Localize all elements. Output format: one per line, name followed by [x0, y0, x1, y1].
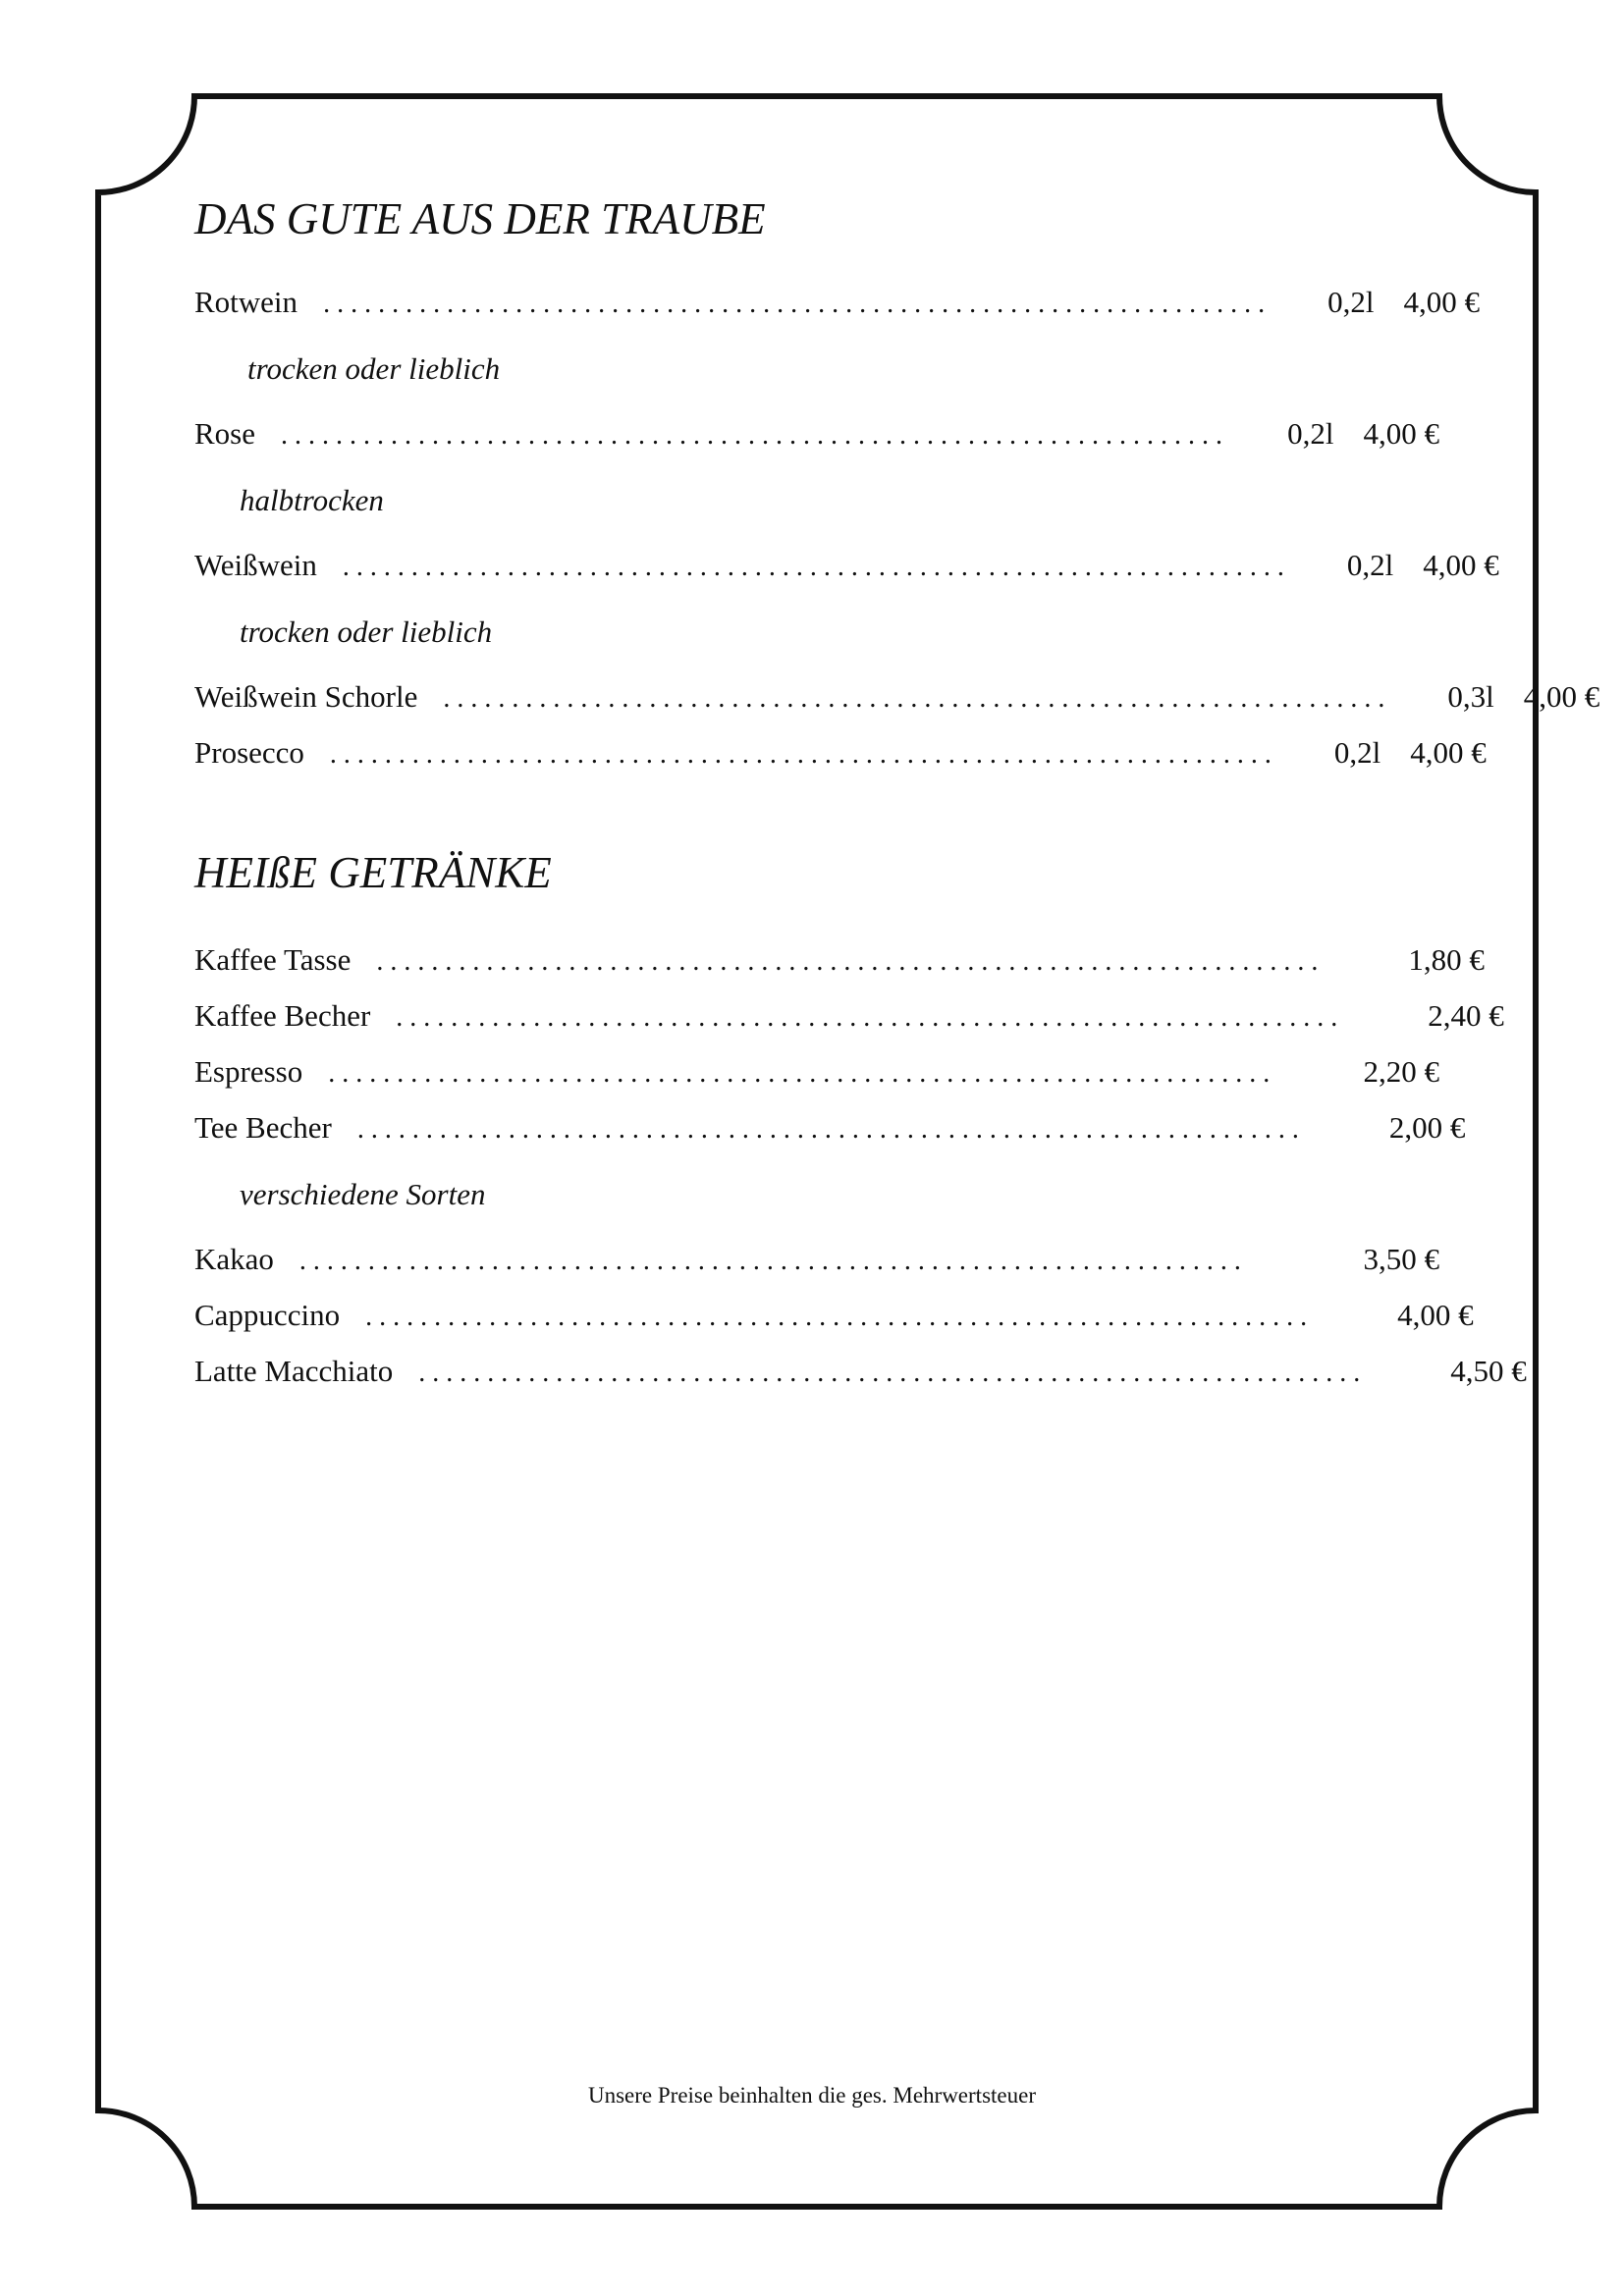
item-volume: 0,2l	[1333, 735, 1381, 770]
item-note: halbtrocken	[240, 483, 384, 517]
dot-leader: . . . . . . . . . . . . . . . . . . . . . . . . . . . . . . . . . . . . . . . . . . . . . . . . . . . . . . . . . . . . . . . . . . . . .	[356, 1114, 1299, 1145]
menu-item-rose	[194, 416, 1439, 472]
item-note: trocken oder lieblich	[247, 351, 501, 386]
item-name: Kakao	[194, 1242, 274, 1276]
dot-leader: . . . . . . . . . . . . . . . . . . . . . . . . . . . . . . . . . . . . . . . . . . . . . . . . . . . . . . . . . . . . . . . . . . . . .	[329, 739, 1272, 770]
item-volume: 0,3l	[1447, 679, 1494, 714]
item-note: verschiedene Sorten	[240, 1177, 486, 1211]
menu-item-kakao	[194, 1242, 1439, 1298]
menu-item-tee-becher	[194, 1110, 1466, 1166]
item-price: 3,50 €	[1363, 1242, 1439, 1276]
dot-leader: . . . . . . . . . . . . . . . . . . . . . . . . . . . . . . . . . . . . . . . . . . . . . . . . . . . . . . . . . . . . . . . . . . . . .	[342, 552, 1284, 582]
item-price: 4,00 €	[1410, 735, 1487, 770]
item-price: 4,00 €	[1523, 679, 1600, 714]
item-name: Latte Macchiato	[194, 1354, 394, 1388]
item-volume: 0,2l	[1346, 548, 1394, 582]
item-name: Rotwein	[194, 285, 298, 319]
item-name: Kaffee Becher	[194, 998, 371, 1033]
menu-item-weisswein	[194, 548, 1499, 604]
dot-leader: . . . . . . . . . . . . . . . . . . . . . . . . . . . . . . . . . . . . . . . . . . . . . . . . . . . . . . . . . . . . . . . . . . . . .	[281, 420, 1222, 451]
dot-leader: . . . . . . . . . . . . . . . . . . . . . . . . . . . . . . . . . . . . . . . . . . . . . . . . . . . . . . . . . . . . . . . . . . . . .	[418, 1358, 1361, 1388]
dot-leader: . . . . . . . . . . . . . . . . . . . . . . . . . . . . . . . . . . . . . . . . . . . . . . . . . . . . . . . . . . . . . . . . . . . . .	[298, 1246, 1241, 1276]
item-name: Rose	[194, 416, 255, 451]
dot-leader: . . . . . . . . . . . . . . . . . . . . . . . . . . . . . . . . . . . . . . . . . . . . . . . . . . . . . . . . . . . . . . . . . . . . .	[396, 1002, 1338, 1033]
menu-item-kaffee-tasse	[194, 942, 1485, 998]
item-name: Weißwein	[194, 548, 317, 582]
item-name: Tee Becher	[194, 1110, 332, 1145]
section-title-wine: DAS GUTE AUS DER TRAUBE	[194, 194, 766, 243]
item-price: 2,00 €	[1388, 1110, 1466, 1145]
menu-item-cappuccino	[194, 1298, 1474, 1354]
menu-item-kaffee-becher	[194, 998, 1504, 1054]
item-price: 2,40 €	[1428, 998, 1504, 1033]
menu-item-weisswein-schorle	[194, 679, 1600, 735]
item-price: 4,00 €	[1363, 416, 1439, 451]
item-price: 2,20 €	[1363, 1054, 1439, 1089]
item-volume: 0,2l	[1327, 285, 1375, 319]
item-price: 4,00 €	[1423, 548, 1499, 582]
item-price: 1,80 €	[1408, 942, 1485, 977]
section-title-hot-drinks: HEIßE GETRÄNKE	[194, 848, 552, 897]
footer-vat-note: Unsere Preise beinhalten die ges. Mehrwertsteuer	[587, 2083, 1036, 2108]
item-note: trocken oder lieblich	[240, 614, 493, 649]
dot-leader: . . . . . . . . . . . . . . . . . . . . . . . . . . . . . . . . . . . . . . . . . . . . . . . . . . . . . . . . . . . . . . . . . . . . .	[376, 946, 1319, 977]
item-price: 4,50 €	[1450, 1354, 1527, 1388]
item-name: Prosecco	[194, 735, 304, 770]
dot-leader: . . . . . . . . . . . . . . . . . . . . . . . . . . . . . . . . . . . . . . . . . . . . . . . . . . . . . . . . . . . . . . . . . . . . .	[365, 1302, 1308, 1332]
item-price: 4,00 €	[1397, 1298, 1474, 1332]
item-name: Kaffee Tasse	[194, 942, 352, 977]
item-name: Cappuccino	[194, 1298, 341, 1332]
item-price: 4,00 €	[1403, 285, 1480, 319]
menu-item-espresso	[194, 1054, 1439, 1110]
menu-content	[194, 192, 1600, 1410]
menu-item-rotwein	[194, 285, 1480, 341]
menu-item-latte-macchiato	[194, 1354, 1527, 1410]
dot-leader: . . . . . . . . . . . . . . . . . . . . . . . . . . . . . . . . . . . . . . . . . . . . . . . . . . . . . . . . . . . . . . . . . . . . .	[323, 289, 1266, 319]
item-name: Weißwein Schorle	[194, 679, 418, 714]
dot-leader: . . . . . . . . . . . . . . . . . . . . . . . . . . . . . . . . . . . . . . . . . . . . . . . . . . . . . . . . . . . . . . . . . . . . .	[443, 683, 1385, 714]
dot-leader: . . . . . . . . . . . . . . . . . . . . . . . . . . . . . . . . . . . . . . . . . . . . . . . . . . . . . . . . . . . . . . . . . . . . .	[328, 1058, 1271, 1089]
item-volume: 0,2l	[1287, 416, 1334, 451]
item-name: Espresso	[194, 1054, 303, 1089]
menu-item-prosecco	[194, 735, 1487, 791]
